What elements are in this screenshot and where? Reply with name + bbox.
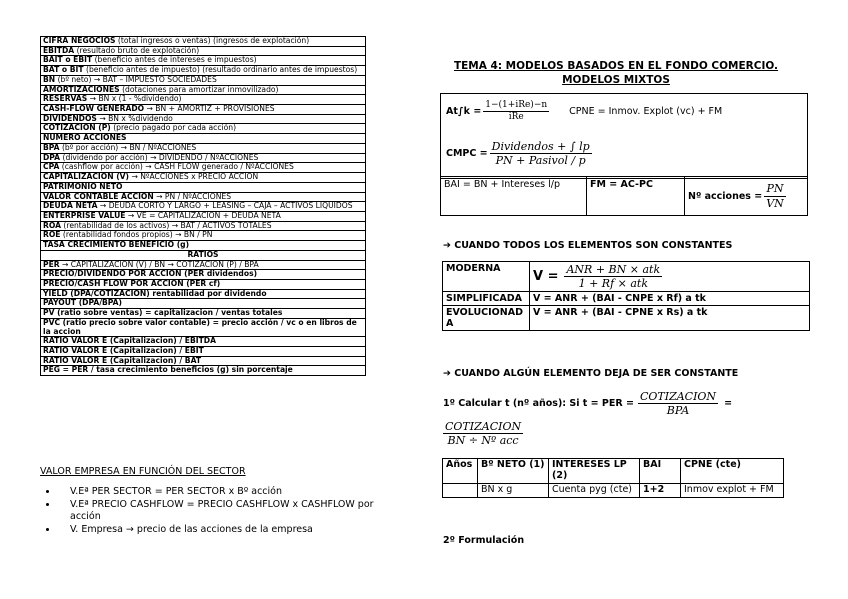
formula-box xyxy=(440,93,808,179)
cpne-formula: CPNE = Inmov. Explot (vc) + FM xyxy=(569,105,723,117)
header-cell: CPNE (cte) xyxy=(681,459,784,484)
glossary-term: CIFRA NEGOCIOS xyxy=(43,36,116,45)
glossary-term: PATRIMONIO NETO xyxy=(43,181,123,191)
glossary-desc: (total ingresos o ventas) (ingresos de explotación) xyxy=(115,36,310,45)
table-cell xyxy=(443,483,478,497)
glossary-term: PAYOUT (DPA/BPA) xyxy=(43,298,122,308)
glossary-term: ENTERPRISE VALUE xyxy=(43,210,126,220)
glossary-desc: → BN + AMORTIZ + PROVISIONES xyxy=(144,104,275,114)
glossary-entry xyxy=(41,241,366,251)
ratios-header: RATIOS xyxy=(41,250,366,260)
fm-formula: FM = AC-PC xyxy=(590,179,653,190)
cmpc-numerator: Dividendos + ∫ lp xyxy=(491,140,590,153)
header-cell: Años xyxy=(443,459,478,484)
glossary-desc: → PN / NºACCIONES xyxy=(153,191,232,201)
evolucionada-formula: V = ANR + (BAI - CPNE x Rs) a tk xyxy=(530,306,810,331)
theme-title xyxy=(436,60,796,87)
bai-cell xyxy=(441,177,586,215)
glossary-desc: → CAPITALIZACION (V) / BN → COTIZACION (P) / BPA xyxy=(59,259,259,269)
fm-cell xyxy=(586,177,684,215)
glossary-term: VALOR CONTABLE ACCION xyxy=(43,191,154,201)
cmpc-label: CMPC = xyxy=(446,148,488,160)
moderna-denominator: 1 + Rf × atk xyxy=(578,277,648,291)
per-numerator: COTIZACION xyxy=(639,390,717,403)
glossary-desc: (precio pagado por cada acción) xyxy=(110,123,237,133)
table-cell: Cuenta pyg (cte) xyxy=(549,483,640,497)
nacc-label: Nº acciones = xyxy=(688,190,763,202)
atfk-denominator: iRe xyxy=(508,111,524,122)
cmpc-fraction xyxy=(490,140,592,167)
glossary-term: CPA xyxy=(43,162,60,172)
glossary-entry xyxy=(41,366,366,376)
table-cell: Inmov explot + FM xyxy=(681,483,784,497)
list-item: • V.Eª PRECIO CASHFLOW = PRECIO CASHFLOW x CASHFLOW por acción xyxy=(58,499,388,524)
table-row xyxy=(443,292,810,306)
glossary-term: PER xyxy=(43,259,60,269)
table-row xyxy=(443,262,810,292)
simplificada-label: SIMPLIFICADA xyxy=(443,292,530,306)
nacc-denominator: VN xyxy=(766,196,784,210)
header-cell: BAI xyxy=(640,459,681,484)
evolucionada-label: EVOLUCIONADA xyxy=(443,306,530,331)
cmpc-denominator: PN + Pasivol / p xyxy=(495,154,586,168)
per-fraction xyxy=(638,390,718,417)
nacc-cell xyxy=(684,177,807,215)
equals-sign: = xyxy=(724,398,733,410)
glossary-desc: (resultado bruto de explotación) xyxy=(74,45,200,55)
glossary-term: DEUDA NETA xyxy=(43,201,98,211)
moderna-numerator: ANR + BN × atk xyxy=(566,263,661,276)
calc-intro xyxy=(443,390,732,417)
glossary-desc: → VE = CAPITALIZACION + DEUDA NETA xyxy=(125,210,281,220)
glossary-term: CASH-FLOW GENERADO xyxy=(43,104,145,114)
atfk-fraction xyxy=(483,100,549,123)
nacc-fraction xyxy=(764,182,786,209)
list-item: • V.Eª PER SECTOR = PER SECTOR x Bº acción xyxy=(58,486,388,499)
glossary-term: YIELD (DPA/COTIZACION) rentabilidad por dividendo xyxy=(43,288,267,298)
glossary-desc: → NºACCIONES x PRECIO ACCION xyxy=(129,172,259,182)
simplificada-formula: V = ANR + (BAI - CNPE x Rf) a tk xyxy=(530,292,810,306)
moderna-formula xyxy=(530,262,810,292)
table-row xyxy=(41,241,366,251)
glossary-desc: → DEUDA CORTO Y LARGO + LEASING – CAJA – ACTIVOS LIQUIDOS xyxy=(97,201,353,211)
per2-numerator: COTIZACION xyxy=(445,420,522,433)
glossary-term: TASA CRECIMIENTO BENEFICIO (g) xyxy=(43,240,190,250)
cases-table xyxy=(442,261,810,331)
table-row xyxy=(41,366,366,376)
atfk-numerator: 1−(1+iRe)−n xyxy=(485,100,548,110)
header-cell: Bº NETO (1) xyxy=(478,459,549,484)
bai-row xyxy=(440,176,808,216)
theme-title-line1: TEMA 4: MODELOS BASADOS EN EL FONDO COMERCIO. xyxy=(453,60,779,72)
glossary-term: AMORTIZACIONES xyxy=(43,84,120,94)
glossary-desc: (bº neto) → BAT – IMPUESTO SOCIEDADES xyxy=(55,74,217,84)
glossary-term: ROE xyxy=(43,230,61,240)
glossary-term: RESERVAS xyxy=(43,94,88,104)
calc-intro-text: 1º Calcular t (nº años): Si t = PER = xyxy=(443,398,634,410)
glossary-term: NUMERO ACCIONES xyxy=(43,133,127,143)
sector-list xyxy=(40,486,388,537)
header-cell: INTERESES LP (2) xyxy=(549,459,640,484)
glossary-term: RATIO VALOR E (Capitalizacion) / EBIT xyxy=(43,346,204,355)
table-row xyxy=(443,306,810,331)
glossary-entry xyxy=(41,318,366,336)
glossary-desc: (beneficio antes de intereses e impuestos) xyxy=(92,55,257,65)
per-fraction-2 xyxy=(443,420,523,447)
glossary-term: BAIT o EBIT xyxy=(43,55,93,65)
glossary-term: BAT o BIT xyxy=(43,65,84,75)
glossary-term: PRECIO/CASH FLOW POR ACCION (PER cf) xyxy=(43,278,221,288)
moderna-label: MODERNA xyxy=(443,262,530,292)
constants-section-title: ➔ CUANDO TODOS LOS ELEMENTOS SON CONSTANTES xyxy=(443,240,733,251)
glossary-desc: (dotaciones para amortizar inmovilizado) xyxy=(119,84,279,94)
glossary-desc: (rentabilidad de los activos) → BAT / ACTIVOS TOTALES xyxy=(60,220,272,230)
list-item: • V. Empresa → precio de las acciones de la empresa xyxy=(58,524,388,537)
theme-title-line2: MODELOS MIXTOS xyxy=(562,73,670,86)
nacc-numerator: PN xyxy=(766,182,784,196)
table-cell: 1+2 xyxy=(640,483,681,497)
glossary-term: PV (ratio sobre ventas) = capitalizacion / ventas totales xyxy=(43,308,283,318)
glossary-term: PRECIO/DIVIDENDO POR ACCION (PER dividendos) xyxy=(43,269,258,279)
glossary-term: BPA xyxy=(43,142,60,152)
sector-title: VALOR EMPRESA EN FUNCIÓN DEL SECTOR xyxy=(40,466,246,477)
glossary-term: EBITDA xyxy=(43,45,75,55)
calc-second xyxy=(443,420,525,447)
moderna-fraction xyxy=(564,263,662,290)
glossary-desc: (dividendo por acción) → DIVIDENDO / NºACCIONES xyxy=(60,152,259,162)
table-row xyxy=(41,318,366,336)
glossary-desc: (beneficio antes de impuesto) (resultado ordinario antes de impuestos) xyxy=(83,65,358,75)
table-row xyxy=(443,483,784,497)
bai-formula: BAI = BN + Intereses l/p xyxy=(444,179,561,190)
per-denominator: BPA xyxy=(666,404,690,418)
nonconstant-section-title: ➔ CUANDO ALGÚN ELEMENTO DEJA DE SER CONSTANTE xyxy=(443,368,739,379)
glossary-term: PVC (ratio precio sobre valor contable) = precio acción / vc o en libros de la accion xyxy=(43,317,357,336)
glossary-desc: (rentabilidad fondos propios) → BN / PN xyxy=(60,230,213,240)
glossary-term: PEG = PER / tasa crecimiento beneficios (g) sin porcentaje xyxy=(43,365,293,375)
glossary-desc: → BN x (1 - %dividendo) xyxy=(87,94,182,104)
glossary-term: DIVIDENDOS xyxy=(43,113,97,123)
glossary-table xyxy=(40,36,366,376)
glossary-desc: (cashflow por acción) → CASH FLOW generado / NºACCIONES xyxy=(59,162,294,172)
glossary-term: RATIO VALOR E (Capitalizacion) / EBITDA xyxy=(43,336,216,346)
calc-table xyxy=(442,458,784,498)
table-row xyxy=(443,459,784,484)
atfk-label: At∫k = xyxy=(446,105,482,117)
table-cell: BN x g xyxy=(478,483,549,497)
glossary-term: BN xyxy=(43,74,56,84)
glossary-desc: → BN x %dividendo xyxy=(96,113,173,123)
glossary-desc: (bº por acción) → BN / NºACCIONES xyxy=(59,142,197,152)
moderna-v: V = xyxy=(533,269,559,285)
glossary-term: DPA xyxy=(43,152,61,162)
glossary-term: ROA xyxy=(43,220,61,230)
glossary-term: COTIZACION (P) xyxy=(43,123,111,133)
glossary-term: RATIO VALOR E (Capitalizacion) / BAT xyxy=(43,355,202,365)
glossary-term: CAPITALIZACION (V) xyxy=(43,172,130,182)
formulacion-title: 2º Formulación xyxy=(443,535,525,546)
per2-denominator: BN ÷ Nº acc xyxy=(447,434,519,448)
